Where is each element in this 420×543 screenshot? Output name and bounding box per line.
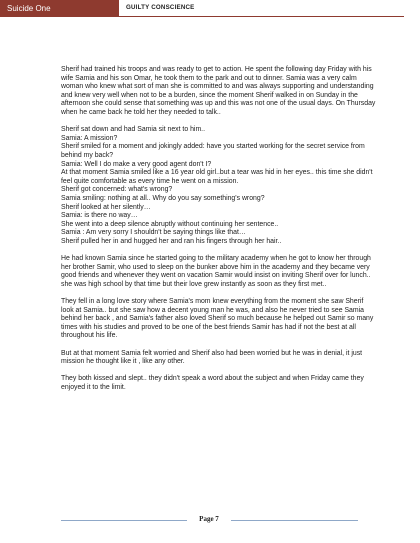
paragraph: They fell in a long love story where Samia's mom knew everything from the moment she saw Sherif look at Samia.. but she saw how a decent young man he was, and also he never tried to see Samia behind her back , and Samia's father also loved Sherif so much because he helped out Samir so many times with his studies and proved to be one of the best friends Samir has had if not the best at all throughout his life. — [61, 298, 374, 340]
dialogue-line: Samia: is there no way… — [61, 212, 138, 220]
dialogue-block — [61, 126, 377, 246]
dialogue-line: Sherif pulled her in and hugged her and ran his fingers through her hair.. — [61, 237, 282, 245]
book-title: GUILTY CONSCIENCE — [126, 4, 195, 11]
paragraph: Sherif had trained his troops and was ready to get to action. He spent the following day Friday with his wife Samia and his son Omar, he took them to the park and out to dinner. Samia was a very calm woman who knew what sort of man she is committed to and was always supporting and understanding and knew very well when not to be a burden, since the moment Sherif walked in on Sunday in the afternoon she could sense that something was up and this was not one of the usual days. On Thursday when he came back he told her they needed to talk.. — [61, 66, 376, 116]
dialogue-line: Sherif sat down and had Samia sit next to him.. — [61, 126, 206, 134]
paragraph: He had known Samia since he started going to the military academy when he got to know her through her brother Samir, who used to sleep on the bunker above him in the academy and they became very good friends and whenever they went on vacation Samir would insist on inviting Sherif over for lunch.. she was high school by that time but their love grew instantly as soon as they first met.. — [61, 255, 371, 288]
dialogue-line: Samia smiling: nothing at all.. Why do you say something's wrong? — [61, 194, 265, 202]
dialogue-line: At that moment Samia smiled like a 16 year old girl..but a tear was hid in her eyes.. this time she didn't feel quite comfortable as every time he went on a mission. — [61, 169, 373, 185]
dialogue-line: Samia: A mission? — [61, 134, 118, 142]
dialogue-line: Samia: Well I do make a very good agent don't I? — [61, 160, 212, 168]
dialogue-line: Sherif smiled for a moment and jokingly added: have you started working for the secret service from behind my back? — [61, 143, 365, 159]
dialogue-line: Samia : Am very sorry I shouldn't be saying things like that… — [61, 229, 246, 237]
dialogue-line: Sherif looked at her silently… — [61, 203, 151, 211]
paragraph: But at that moment Samia felt worried and Sherif also had been worried but he was in denial, it just mission he thought like it , like any other. — [61, 349, 363, 366]
paragraph: They both kissed and slept.. they didn't speak a word about the subject and when Friday came they enjoyed it to the limit. — [61, 375, 364, 391]
page-number: Page 7 — [199, 515, 219, 523]
page-body — [61, 66, 377, 401]
page-header — [0, 0, 420, 17]
dialogue-line: Sherif got concerned: what's wrong? — [61, 186, 173, 194]
header-divider — [119, 16, 404, 17]
dialogue-line: She went into a deep silence abruptly without continuing her sentence.. — [61, 220, 279, 228]
footer-divider-left — [61, 520, 187, 521]
chapter-title: Suicide One — [0, 0, 119, 17]
footer-divider-right — [231, 520, 358, 521]
